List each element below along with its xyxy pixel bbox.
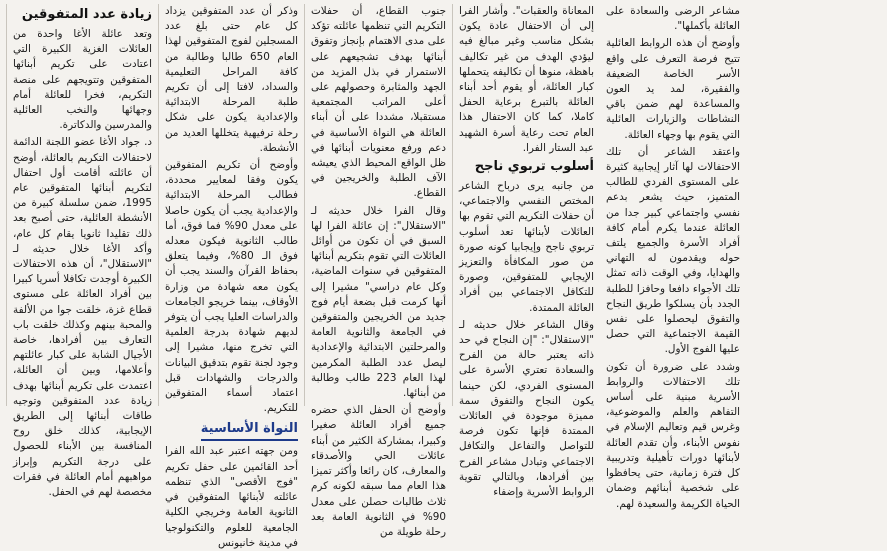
paragraph: ومن جهته اعتبر عبد الله الفرا أحد القائمين على حفل تكريم "فوج الأقصى" الذي تنظمه عائلته لأبنائها المتفوقين في الثانوية العامة وخريجي الكلية الجامعية للعلوم والتكنولوجيا في مدينة خانيونس: [165, 445, 298, 549]
paragraph: مشاعر الرضى والسعادة على العائلة بأكملها".: [606, 5, 740, 33]
paragraph: وقال الفرا خلال حديثه لـ "الاستقلال": إن عائلة الفرا لها السبق في أن تكون من أوائل العائلات التي تقوم بتكريم أبنائها المتفوقين في سنوات الماضية، وكل عام دراسي" مشيرا إلى أنها كرمت قبل بضعة أيام فوج جديد من الخريجين والمتفوقين في الجامعة والثانوية العامة والمرحلتين الابتدائية والإعدادية ليصل عدد الطلبة المكرمين لهذا العام 223 طالب وطالبة من أبنائها.: [311, 204, 446, 400]
paragraph: وذكر أن عدد المتفوقين يزداد كل عام حتى بلغ عدد المسجلين لفوج المتفوقين لهذا العام 650 طالبا وطالبة من كافة المراحل التعليمية والسداد، لافتا إلى أن تكريم طلبة المرحلة الابتدائية والإعدادية يكون على شكل رحلة ترفيهية يتخللها العديد من الأنشطة.: [165, 5, 298, 154]
paragraph: وأوضح أن الحفل الذي حضره جميع أفراد العائلة صغيرا وكبيرا، بمشاركة الكثير من أبناء عائلات الحي والأصدقاء والمعارف، كان رائعا وأكثر تميزا هذا العام مما سبقه لكونه كرم ثلاث طالبات حصلن على معدل 90% في الثانوية العامة بعد رحلة طويلة من: [311, 404, 446, 538]
paragraph: واعتقد الشاعر أن تلك الاحتفالات لها آثار إيجابية كثيرة على المستوى الفردي للطالب المتميز، حيث يشعر بدعم نفسي واجتماعي كبير جدا من العائلة عندما يكرم أمام كافة أفراد الأسرة والجميع يلتف حوله ويقدمون له التهاني والهدايا، وفي الوقت ذاته تمثل تلك الأجواء دافعا وحافزا للطلبة الجدد بأن يسلكوا طريق النجاح والتفوق ليحصلوا على نفس القيمة الاجتماعية التي حصل عليها الفوج الأول.: [606, 145, 740, 356]
section-heading-educational-method: أسلوب تربوي ناجح: [474, 159, 594, 175]
paragraph: وأوضح أن هذه الروابط العائلية تتيح فرصة التعرف على واقع الأسر الخاصة الضعيفة والفقيرة، لمد يد العون والمساعدة لهم ضمن باقي النشاطات والزيارات العائلية التي يقوم بها وجهاء العائلة.: [606, 37, 740, 141]
paragraph: وقال الشاعر خلال حديثه لـ "الاستقلال": "إن النجاح في حد ذاته يعتبر حالة من الفرح والسعادة تعتري الأسرة على المستوى الفردي، لكن حينما يكون النجاح والتفوق سمة مميزة موجودة في العائلات الممتدة فإنها تكون فرصة للتواصل والتفاعل والتكافل الاجتماعي وتبادل مشاعر الفرح بين أفرادها، وبالتالي تقوية الروابط الأسرية وإضفاء: [459, 318, 594, 499]
paragraph: د. جواد الأغا عضو اللجنة الدائمة لاحتفالات التكريم بالعائلة، أوضح أن عائلته أقامت أول احتفال لتكريم أبنائها المتفوقين عام 1995، ضمن سلسلة كبيرة من الأنشطة العائلية، حتى أصبح بعد ذلك تقليدا ثانويا يقام كل عام، وأكد الأغا خلال حديثه لـ "الاستقلال"، أن هذه الاحتفالات الكبيرة أوجدت تكافلا أسريا كبيرا بين أفراد العائلة على مستوى قطاع غزة، خلقت جوا من الألفة والمحبة بينهم وكذلك خلقت باب التعارف بين أفرادها، خاصة الأجيال الشابة على كبار عائلتهم وأعلامها، وبين أن العائلة، اعتمدت على تكريم أبنائها بهدف زيادة عدد المتفوقين وتوجيه طاقات أبنائها إلى الطريق الإيجابية، كذلك خلق روح المنافسة بين الأبناء للحصول على درجة التكريم وإبراز مواهبهم أمام العائلة في فقرات مخصصة لهم في الحفل.: [13, 136, 152, 499]
paragraph: وشدد على ضرورة أن تكون تلك الاحتفالات والروابط الأسرية مبنية على أساس التفاهم والعلم والموضوعية، وغرس قيم وتعاليم الإسلام في نفوس الأبناء، وأن تقدم العائلة لأبنائها دورات تأهيلية وتدريبية كل فترة زمانية، حتى يحافظوا على شخصية أبنائهم وضمان الحياة الكريمة والسعيدة لهم.: [606, 360, 740, 510]
paragraph: وتعد عائلة الأغا واحدة من العائلات الغزية الكبيرة التي اعتادت على تكريم أبنائها المتفوقين وتتويجهم على منصة التكريم، فخرا للعائلة أمام وجهائها والنخب العائلية والمدرسين والدكاترة.: [13, 28, 152, 132]
section-heading-more-achievers: زيادة عدد المتفوقين: [21, 7, 152, 22]
paragraph: وأوضح أن تكريم المتفوقين يكون وفقا لمعايير محددة، فطالب المرحلة الابتدائية والإعدادية يجب أن يكون حاصلا على معدل 90% فما فوق، أما طالب الثانوية فيكون معدله فوق الـ 80%، وفيما يتعلق بحفاظ القرآن والسند يجب أن يكون معه شهادة من وزارة الأوقاف، بينما خريجو الجامعات والدراسات العليا يجب أن يتوفر لديهم شهادة بدرجة العلمية التي تخرج منها، مشيرا إلى وجود لجنة تقوم بتدقيق البيانات والدرجات والشهادات قبل اعتماد أسماء المتفوقين للتكريم.: [165, 159, 298, 415]
article-column-5: [600, 4, 746, 510]
paragraph: جنوب القطاع، أن حفلات التكريم التي تنظمها عائلته تؤكد على مدى الاهتمام بإنجاز وتفوق أبنائها بهدف تشجيعهم على الاستمرار في بذل المزيد من الجهد والمثابرة وحصولهم على أعلى المراتب المجتمعية مستقبلا، مشددا على أن أبناء العائلة هي النواة الأساسية في دعم ورفع معنويات أبنائها في ظل الواقع المحيط الذي يعيشه الآف الطلبة والخريجين في القطاع.: [311, 5, 446, 200]
article-column-3: [304, 4, 452, 538]
section-heading-core-nucleus: النواة الأساسية: [201, 420, 298, 441]
article-column-4: [452, 4, 600, 499]
paragraph: المعاناة والعقبات". وأشار الفرا إلى أن الاحتفال عادة يكون بشكل مناسب وغير مبالغ فيه ليؤدي الهدف من غير تكاليف باهظة، منوها أن تكاليفه يتحملها كبار العائلة، أو يقوم أحد أبناء العائلة بالتبرع برعاية الحفل كاملا، كما كان الاحتفال هذا العام تحت رعاية أسرة الشهيد عبد الستار الفرا.: [459, 5, 594, 154]
article-column-1: [6, 4, 158, 499]
article-column-2: [158, 4, 304, 549]
paragraph: من جانبه يرى درباح الشاعر المختص النفسي والاجتماعي، أن حفلات التكريم التي تقوم بها العائلات لأبنائها تعد أسلوب تربوي ناجح وإيجابيا كونه صورة من صور المكافأة والتعزيز الإيجابي للمتفوقين، وصورة للتكافل الاجتماعي بين أفراد العائلة الممتدة.: [459, 180, 594, 314]
